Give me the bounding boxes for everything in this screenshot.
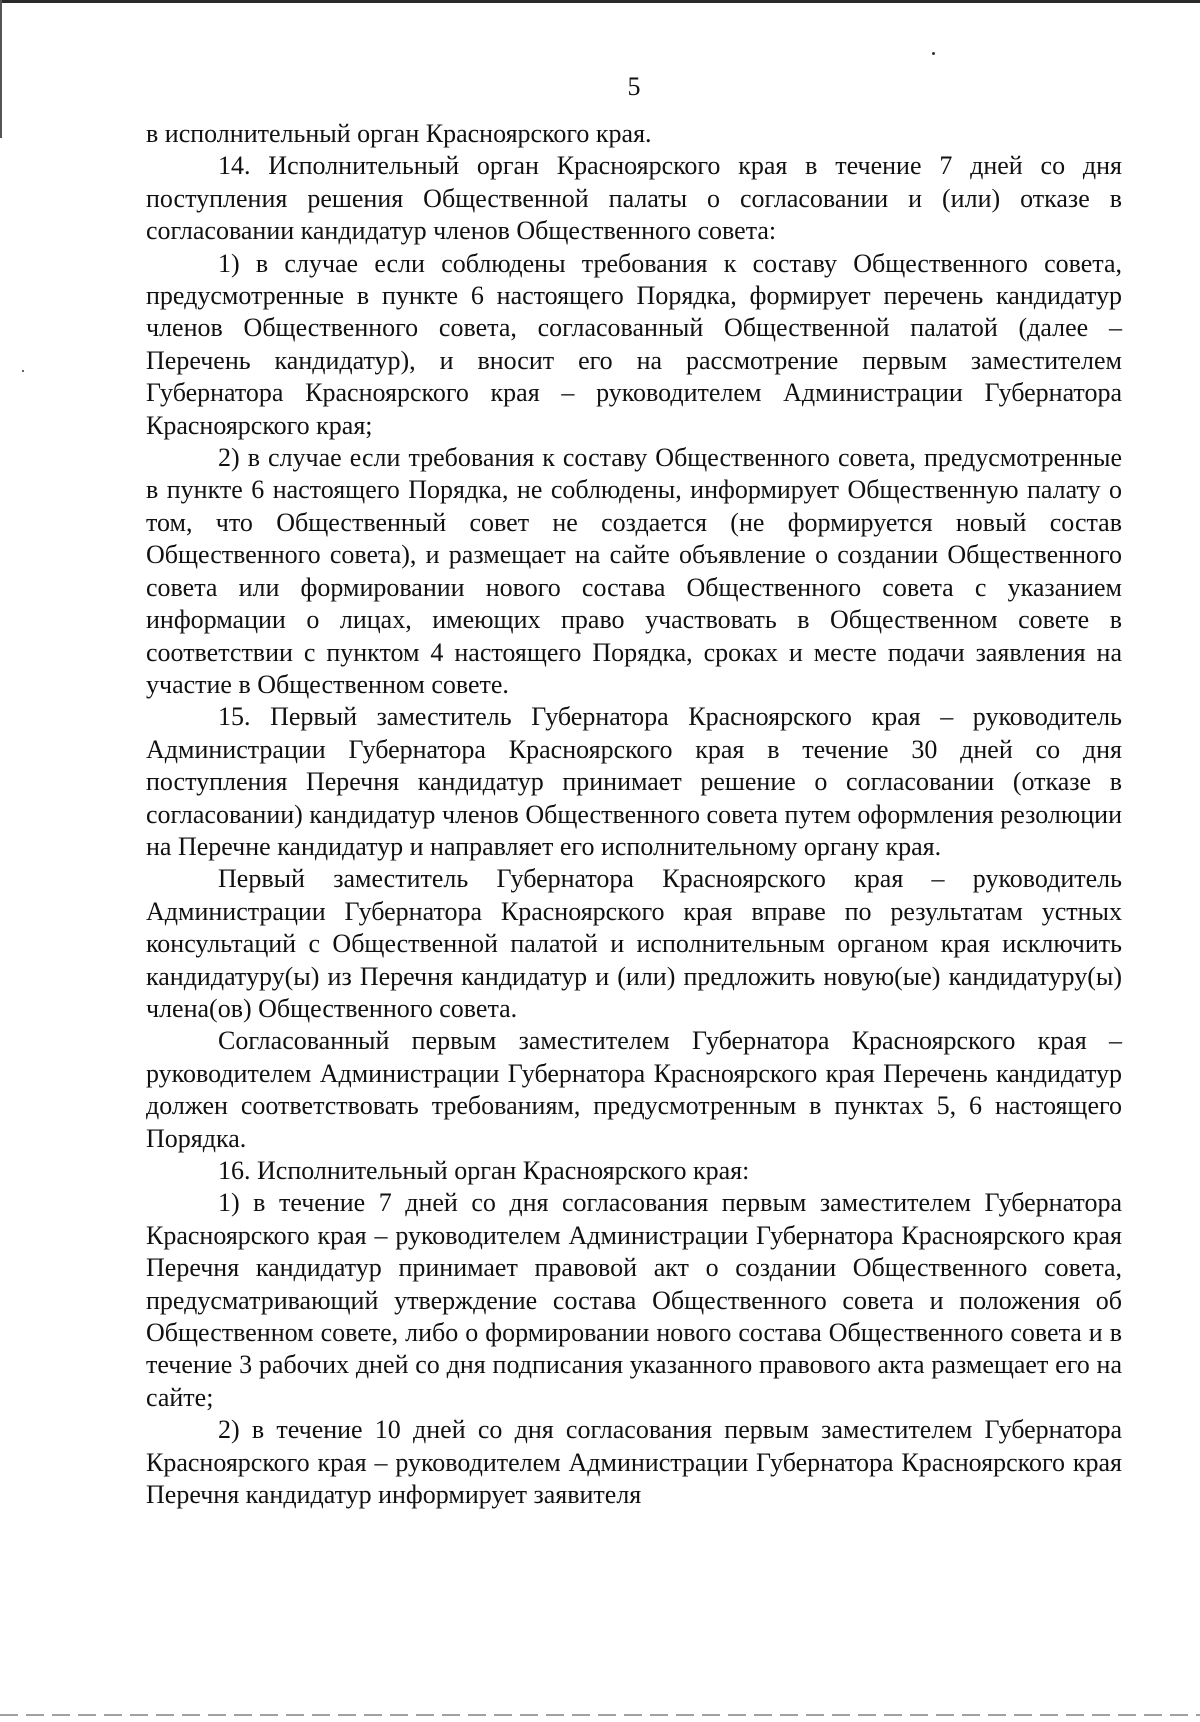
scan-speck xyxy=(22,370,24,372)
paragraph: 1) в течение 7 дней со дня согласования первым заместителем Губернатора Красноярского края – руководителем Администрации Губернатора Красноярского края Перечня кандидатур принимает правовой акт о создании Общественного совета, предусматривающий утверждение состава Общественного совета и положения об Общественном совете, либо о формировании нового состава Общественного совета и в течение 3 рабочих дней со дня подписания указанного правового акта размещает его на сайте; xyxy=(146,1188,1122,1412)
scan-speck xyxy=(932,52,935,55)
paragraph: в исполнительный орган Красноярского края. xyxy=(146,119,652,148)
paragraph: 14. Исполнительный орган Красноярского края в течение 7 дней со дня поступления решения Общественной палаты о согласовании и (или) отказе в согласовании кандидатур членов Общественного совета: xyxy=(146,151,1122,246)
paragraph: 15. Первый заместитель Губернатора Красноярского края – руководитель Администрации Губернатора Красноярского края в течение 30 дней со дня поступления Перечня кандидатур принимает решение о согласовании (отказе в согласовании) кандидатур членов Общественного совета путем оформления резолюции на Перечне кандидатур и направляет его исполнительному органу края. xyxy=(146,702,1122,861)
paragraph: Согласованный первым заместителем Губернатора Красноярского края – руководителем Администрации Губернатора Красноярского края Перечень кандидатур должен соответствовать требованиям, предусмотренным в пунктах 5, 6 настоящего Порядка. xyxy=(146,1026,1122,1153)
page-number: 5 xyxy=(627,72,641,101)
scan-edge-bottom xyxy=(0,1714,1200,1716)
paragraph: 2) в случае если требования к составу Общественного совета, предусмотренные в пункте 6 настоящего Порядка, не соблюдены, информирует Общественную палату о том, что Общественный совет не создается (не формируется новый состав Общественного совета), и размещает на сайте объявление о создании Общественного совета или формировании нового состава Общественного совета с указанием информации о лицах, имеющих право участвовать в Общественном совете в соответствии с пунктом 4 настоящего Порядка, сроках и месте подачи заявления на участие в Общественном совете. xyxy=(146,443,1122,699)
paragraph: 1) в случае если соблюдены требования к составу Общественного совета, предусмотренные в пункте 6 настоящего Порядка, формирует перечень кандидатур членов Общественного совета, согласованный Общественной палатой (далее – Перечень кандидатур), и вносит его на рассмотрение первым заместителем Губернатора Красноярского края – руководителем Администрации Губернатора Красноярского края; xyxy=(146,248,1122,440)
paragraph: Первый заместитель Губернатора Красноярского края – руководитель Администрации Губернатора Красноярского края вправе по результатам устных консультаций с Общественной палатой и исполнительным органом края исключить кандидатуру(ы) из Перечня кандидатур и (или) предложить новую(ые) кандидатуру(ы) члена(ов) Общественного совета. xyxy=(146,864,1122,1023)
paragraph: 2) в течение 10 дней со дня согласования первым заместителем Губернатора Красноярского края – руководителем Администрации Губернатора Красноярского края Перечня кандидатур информирует заявителя xyxy=(146,1415,1122,1510)
paragraph: 16. Исполнительный орган Красноярского края: xyxy=(218,1156,750,1185)
scan-edge-top xyxy=(0,0,1200,3)
scan-edge-left xyxy=(0,0,2,1722)
document-body xyxy=(146,118,1122,1511)
